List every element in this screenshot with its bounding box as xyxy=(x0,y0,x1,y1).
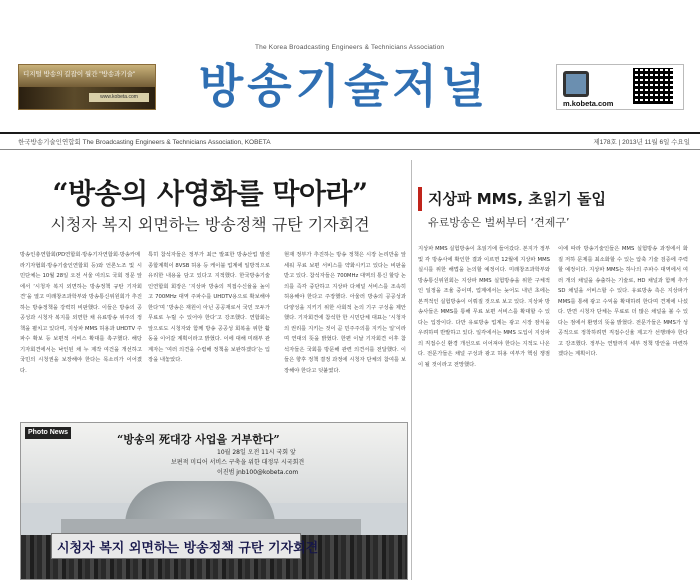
issue-info-bar xyxy=(0,132,700,150)
lead-column-3: 현재 정부가 추진하는 방송 정책은 시장 논리만을 앞세워 무료 보편 서비스를 약화시키고 있다는 비판을 받고 있다. 참석자들은 700MHz 대역의 통신 할당 논의를 즉각 중단하고 지상파 다채널 서비스를 조속히 허용해야 한다고 주장했다. 아울러 방송의 공공성과 다양성을 지키기 위한 사회적 논의 기구 구성을 제안했다. 기자회견에 참석한 한 시민단체 대표는 ‘시청자의 권리를 지키는 것이 곧 민주주의를 지키는 일’이라며 연대의 뜻을 밝혔다. 한편 이날 기자회견 이후 참석자들은 국회를 방문해 관련 의견서를 전달했다. 이들은 향후 정책 결정 과정에 시청자 단체의 참여를 보장해야 한다고 덧붙였다. xyxy=(284,252,406,374)
masthead-english-name: The Korea Broadcasting Engineers & Technicians Association xyxy=(255,44,445,51)
photo-news-tag: Photo News xyxy=(25,427,71,439)
mobile-site-url[interactable]: m.kobeta.com xyxy=(563,99,614,108)
photo-caption-title: “방송의 死대강 사업을 거부한다” xyxy=(117,433,280,446)
newspaper-logo[interactable] xyxy=(186,56,502,112)
lead-subhead: 시청자 복지 외면하는 방송정책 규탄 기자회견 xyxy=(50,215,370,234)
logo-title: 방송기술저널 xyxy=(198,59,490,112)
issue-number-date: 제178호 | 2013년 11월 6일 수요일 xyxy=(593,139,690,146)
side-subhead: 유료방송은 벌써부터 ‘견제구’ xyxy=(428,216,570,229)
side-column-2: 이에 따라 방송기술인들은 MMS 실험방송 과정에서 화질 저하 문제를 최소화할 수 있는 압축 기술 검증에 주력할 예정이다. 지상파 MMS는 하나의 주파수 대역에서 여러 개의 채널을 송출하는 기술로, HD 채널과 함께 추가 SD 채널을 서비스할 수 있다. 유료방송 측은 지상파가 MMS를 통해 광고 수익을 확대하려 한다며 견제에 나섰다. 반면 시청자 단체는 무료로 더 많은 채널을 볼 수 있다는 점에서 환영의 뜻을 밝혔다. 전문가들은 MMS가 성공적으로 정착하려면 직접수신율 제고가 선행돼야 한다고 강조했다. 정부는 연말까지 세부 정책 방안을 마련하겠다는 계획이다. xyxy=(558,246,688,357)
magazine-ad-banner[interactable] xyxy=(18,64,156,110)
lead-column-2: 특히 참석자들은 정부가 최근 발표한 방송산업 발전 종합계획이 8VSB 허용 등 케이블 업계에 일방적으로 유리한 내용을 담고 있다고 지적했다. 한국방송기술인연합회 회장은 ‘지상파 방송의 직접수신율을 높이고 700MHz 대역 주파수를 UHDTV용으로 확보해야 한다’며 ‘방송은 재원이 아닌 공공재로서 국민 모두가 무료로 누릴 수 있어야 한다’고 강조했다. 연합회는 앞으로도 시청자와 함께 방송 공공성 회복을 위한 활동을 이어갈 계획이라고 밝혔다. 이에 대해 미래부 관계자는 ‘여러 의견을 수렴해 정책을 보완하겠다’는 입장을 내놓았다. xyxy=(148,252,270,363)
photo-news[interactable] xyxy=(20,422,408,580)
lead-headline: “방송의 사영화를 막아라” xyxy=(52,177,368,210)
side-column-1: 지상파 MMS 실험방송이 초읽기에 들어갔다. 본지가 정부 및 각 방송사에 확인한 결과 이르면 12월에 지상파 MMS 실시를 위한 해법을 논의할 예정이다. 미래창조과학부와 방송통신위원회는 지상파 MMS 실험방송을 위한 구체적인 일정을 조율 중이며, 업계에서는 늦어도 내년 초에는 본격적인 실험방송이 이뤄질 것으로 보고 있다. 지상파 방송사들은 MMS를 통해 무료 보편 서비스를 확대할 수 있다는 입장이다. 다만 유료방송 업계는 광고 시장 잠식을 우려하며 반발하고 있다. 일각에서는 MMS 도입이 지상파의 직접수신 환경 개선으로 이어져야 한다는 지적도 나온다. 전문가들은 채널 구성과 광고 허용 여부가 핵심 쟁점이 될 것이라고 전망했다. xyxy=(418,246,550,368)
photo-credit: 이진범 jnb100@kobeta.com xyxy=(217,469,299,476)
lead-column-1: 방송인총연합회(PD연합회·방송기자연합회·방송카메라기자협회·방송기술인연합회 등)와 언론노조 및 시민단체는 10월 28일 오전 서울 여의도 국회 정문 앞에서 ‘시청자 복지 외면하는 방송정책 규탄 기자회견’을 열고 미래창조과학부와 방송통신위원회가 추진하는 방송정책을 강력히 비판했다. 이들은 방송의 공공성과 시청자 복지를 외면한 채 유료방송 위주의 정책을 펼치고 있다며, 지상파 MMS 허용과 UHDTV 주파수 확보 등 보편적 서비스 확대를 촉구했다. 해당 기자회견에서는 낙인된 채 누 제작 여건을 개선하고 국민의 시청권을 보장해야 한다는 목소리가 이어졌다. xyxy=(20,252,142,374)
photo-caption-line: 보편적 미디어 서비스 구축을 위한 대정부 시국회견 xyxy=(171,459,305,466)
ad-text: 디지털 방송의 길잡이 월간 "방송과기술" xyxy=(23,71,136,78)
publisher-name: 한국방송기술인연합회 The Broadcasting Engineers & Technicians Association, KOBETA xyxy=(18,139,271,146)
mobile-site-ad[interactable] xyxy=(556,64,684,110)
qr-code-icon[interactable] xyxy=(633,68,673,104)
headline-accent-bar xyxy=(418,187,422,211)
photo-caption-line: 10월 28일 오전 11시 국회 앞 xyxy=(217,449,296,456)
ad-url-tag: www.kobeta.com xyxy=(89,93,149,102)
column-divider xyxy=(411,160,412,580)
logo-wordmark xyxy=(186,56,502,112)
masthead xyxy=(0,0,700,128)
protest-banner-text: 시청자 복지 외면하는 방송정책 규탄 기자회견 xyxy=(57,541,319,556)
side-headline: 지상파 MMS, 초읽기 돌입 xyxy=(428,190,606,208)
phone-screen xyxy=(566,74,586,94)
